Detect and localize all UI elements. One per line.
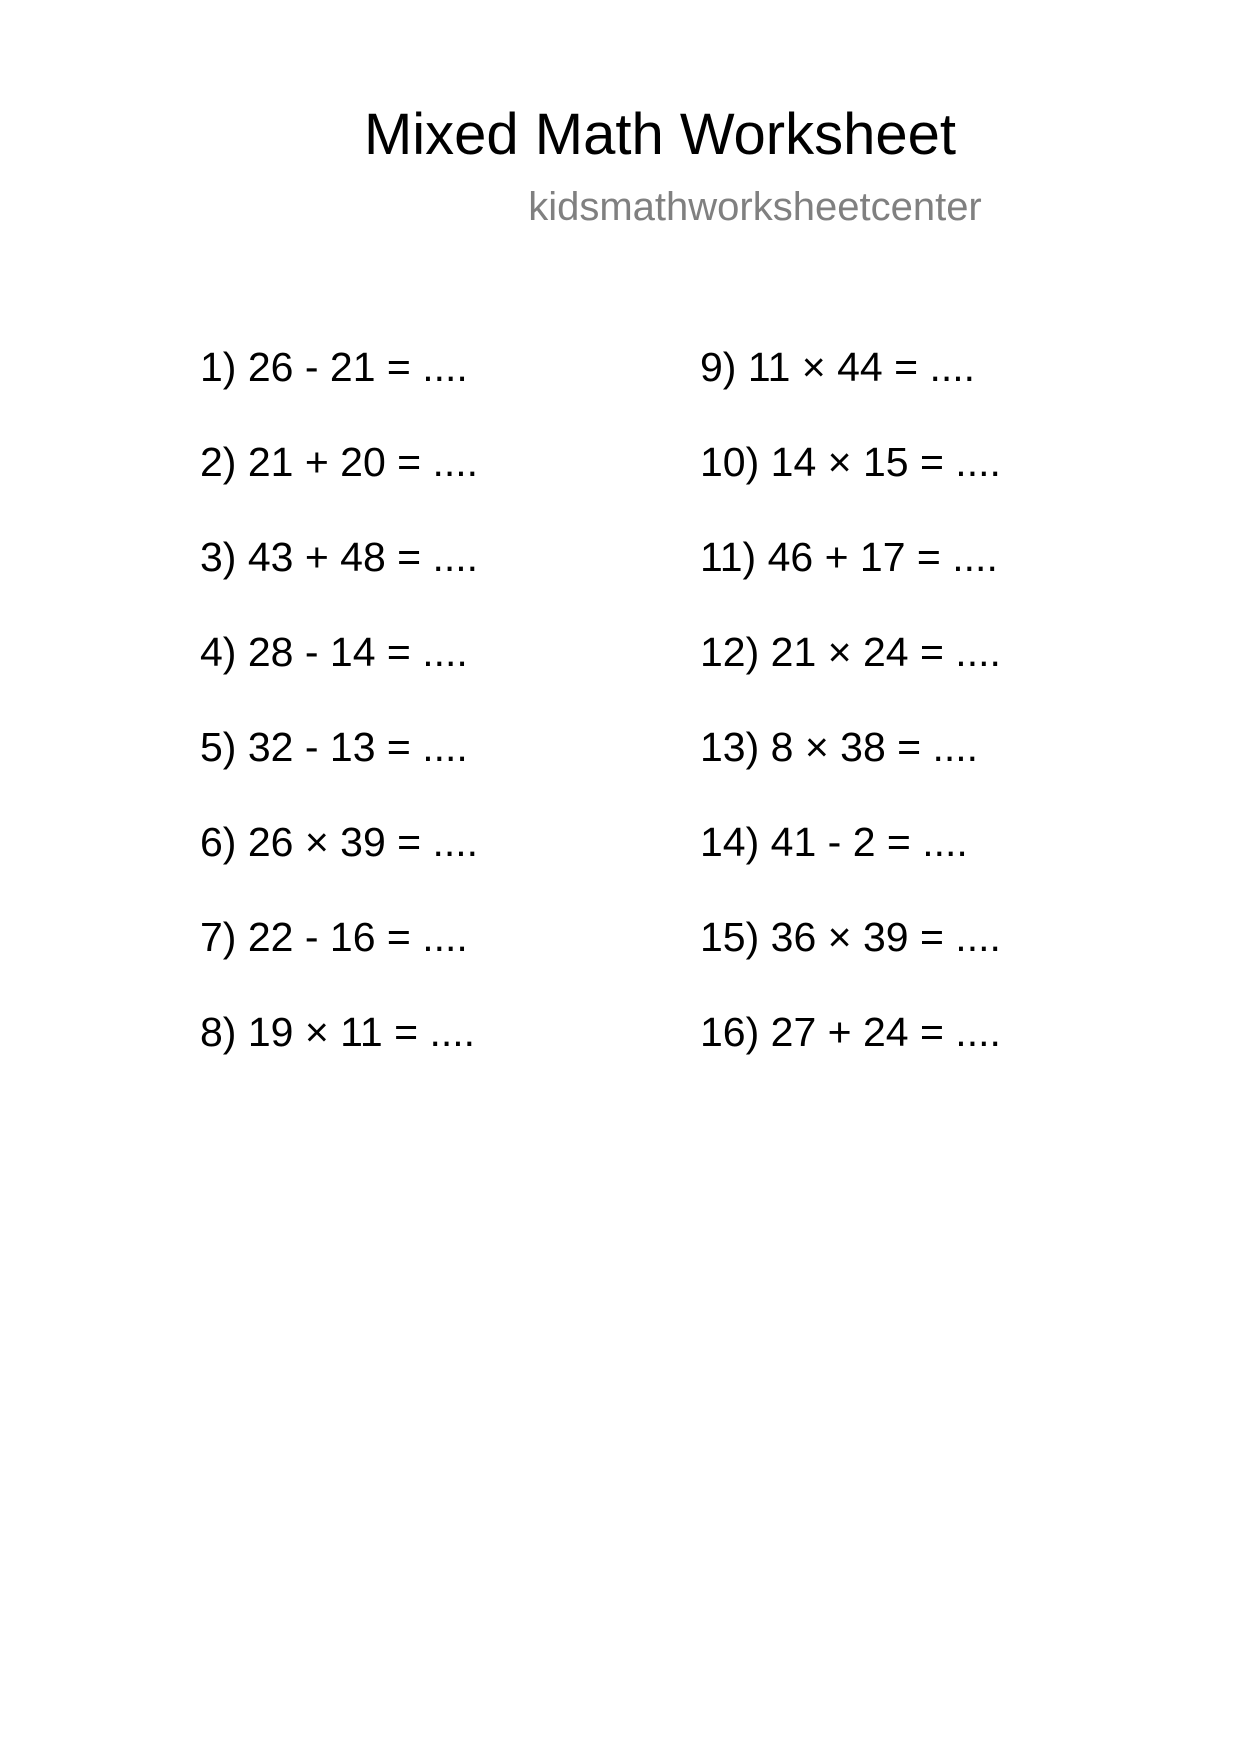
problem-8: 8) 19 × 11 = .... [200,1009,476,1055]
problem-6: 6) 26 × 39 = .... [200,819,479,865]
problem-11: 11) 46 + 17 = .... [700,534,998,580]
problem-3: 3) 43 + 48 = .... [200,534,479,580]
problem-16: 16) 27 + 24 = .... [700,1009,1001,1055]
problem-7: 7) 22 - 16 = .... [200,914,468,960]
problem-4: 4) 28 - 14 = .... [200,629,468,675]
problem-5: 5) 32 - 13 = .... [200,724,468,770]
page-subtitle: kidsmathworksheetcenter [528,185,982,229]
problems-left-column [200,343,680,1103]
problem-9: 9) 11 × 44 = .... [700,344,976,390]
problem-12: 12) 21 × 24 = .... [700,629,1001,675]
problem-10: 10) 14 × 15 = .... [700,439,1001,485]
problems-right-column [700,343,1180,1103]
problem-14: 14) 41 - 2 = .... [700,819,968,865]
page-title: Mixed Math Worksheet [363,102,957,167]
problem-15: 15) 36 × 39 = .... [700,914,1001,960]
problem-13: 13) 8 × 38 = .... [700,724,979,770]
problem-2: 2) 21 + 20 = .... [200,439,479,485]
problem-1: 1) 26 - 21 = .... [200,344,468,390]
